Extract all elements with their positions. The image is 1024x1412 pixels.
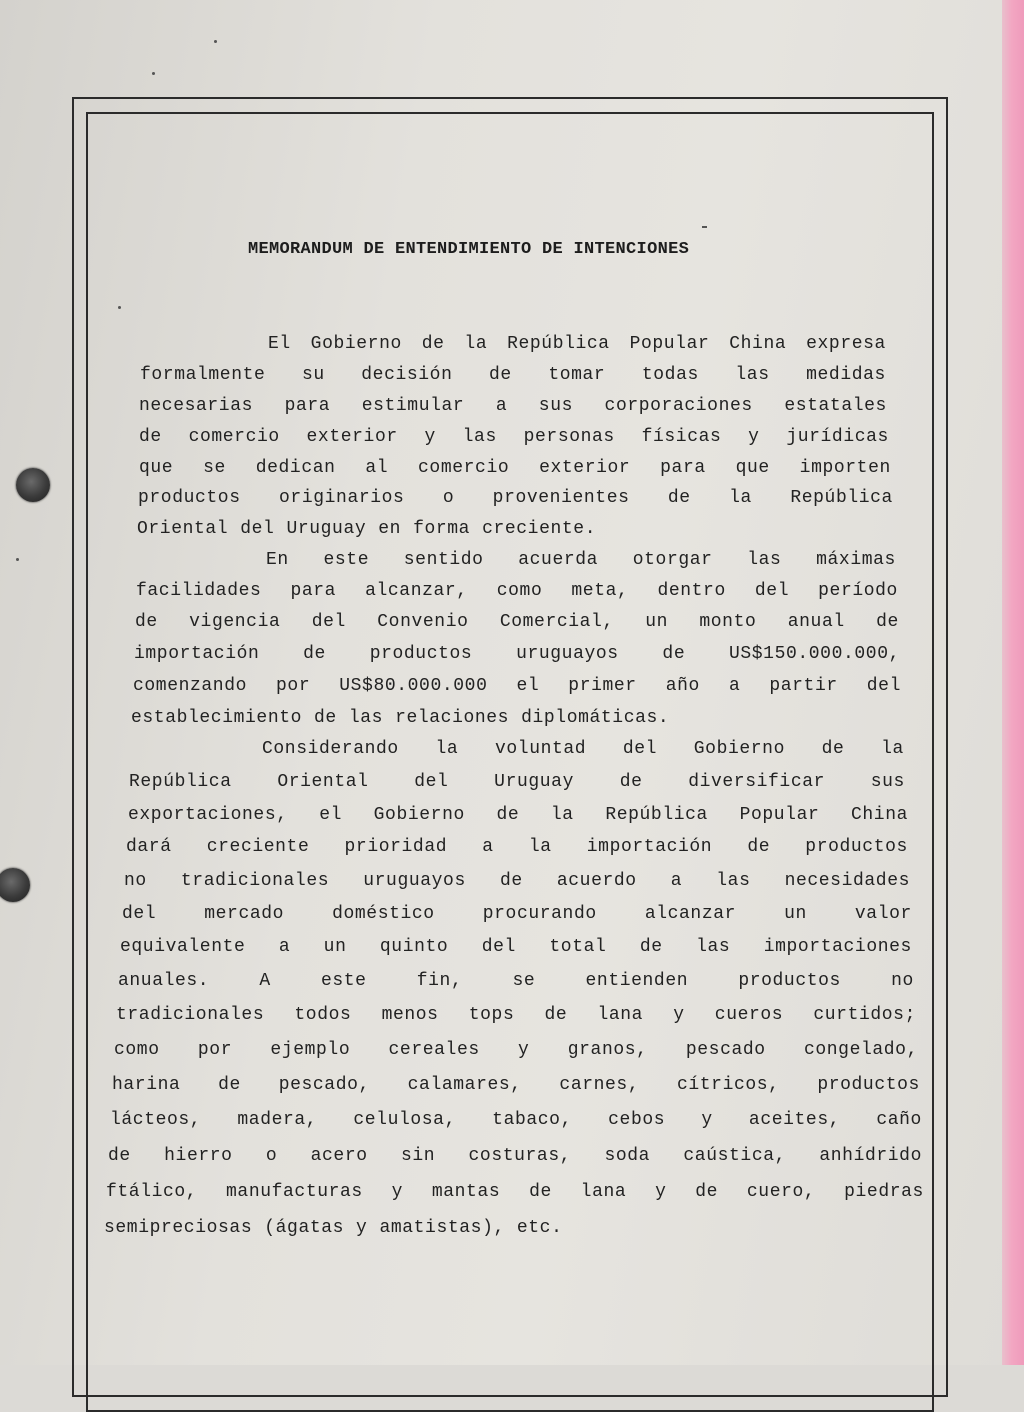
word: del bbox=[622, 739, 658, 759]
word: de bbox=[529, 1182, 552, 1202]
word: se bbox=[203, 458, 226, 478]
word: y bbox=[655, 1182, 667, 1202]
word: del bbox=[481, 937, 516, 957]
word: productos bbox=[369, 644, 473, 664]
word: prioridad bbox=[344, 837, 448, 857]
paper-speck bbox=[118, 306, 121, 309]
word: costuras, bbox=[468, 1146, 572, 1166]
word: las bbox=[716, 871, 751, 891]
word: de bbox=[314, 708, 337, 728]
text-line-4 bbox=[139, 427, 889, 447]
word: al bbox=[365, 458, 389, 478]
word: sus bbox=[538, 396, 574, 416]
word: la bbox=[881, 739, 904, 759]
word: la bbox=[464, 334, 488, 354]
word: lana bbox=[580, 1182, 627, 1202]
word: del bbox=[866, 676, 901, 696]
word: anual bbox=[787, 612, 845, 632]
word: de bbox=[496, 805, 520, 825]
word: acuerda bbox=[518, 550, 599, 570]
word: harina bbox=[112, 1075, 181, 1095]
text-line-13 bbox=[131, 708, 681, 728]
pink-folder-edge bbox=[1002, 0, 1024, 1365]
word: uruguayos bbox=[516, 644, 619, 664]
word: aceites, bbox=[748, 1110, 841, 1130]
word: del bbox=[122, 904, 157, 924]
paper-speck bbox=[702, 226, 707, 228]
word: de bbox=[662, 644, 686, 664]
word: las bbox=[348, 708, 384, 728]
word: importaciones bbox=[763, 937, 912, 957]
word: China bbox=[850, 805, 908, 825]
word: pescado bbox=[685, 1040, 766, 1060]
word: las bbox=[747, 550, 782, 570]
word: y bbox=[673, 1005, 685, 1025]
text-line-25 bbox=[110, 1110, 922, 1130]
word: manufacturas bbox=[226, 1182, 363, 1202]
text-line-22 bbox=[116, 1005, 916, 1025]
word: pescado, bbox=[278, 1075, 370, 1095]
word: productos bbox=[738, 971, 841, 991]
word: doméstico bbox=[332, 904, 435, 924]
text-line-20 bbox=[120, 937, 912, 957]
word: alcanzar, bbox=[365, 581, 468, 601]
text-line-24 bbox=[112, 1075, 920, 1095]
word: formalmente bbox=[140, 365, 266, 385]
text-line-26 bbox=[108, 1146, 922, 1166]
word: la bbox=[528, 837, 552, 857]
word: congelado, bbox=[803, 1040, 918, 1060]
word: y bbox=[701, 1110, 713, 1130]
word: granos, bbox=[567, 1040, 648, 1060]
word: Gobierno bbox=[373, 805, 465, 825]
word: hierro bbox=[164, 1146, 233, 1166]
word: no bbox=[124, 871, 147, 891]
word: necesarias bbox=[139, 396, 254, 416]
word: voluntad bbox=[494, 739, 587, 759]
word: tabaco, bbox=[492, 1110, 572, 1130]
word: por bbox=[197, 1040, 233, 1060]
word: y bbox=[391, 1182, 404, 1202]
text-line-11 bbox=[134, 644, 900, 664]
word: US$80.000.000 bbox=[339, 676, 488, 696]
word: exportaciones, bbox=[128, 805, 288, 825]
word: partir bbox=[769, 676, 838, 696]
word: del bbox=[754, 581, 790, 601]
word: Popular bbox=[739, 805, 820, 825]
text-line-7 bbox=[137, 519, 608, 539]
word: las bbox=[735, 365, 770, 385]
word: sus bbox=[870, 772, 905, 792]
word: primer bbox=[568, 676, 637, 696]
word: que bbox=[139, 458, 174, 478]
word: Popular bbox=[629, 334, 710, 354]
word: valor bbox=[854, 904, 912, 924]
word: de bbox=[499, 871, 523, 891]
paper-speck bbox=[152, 72, 155, 75]
word: este bbox=[320, 971, 367, 991]
text-line-5 bbox=[139, 458, 891, 478]
word: China bbox=[729, 334, 787, 354]
word: sin bbox=[400, 1146, 436, 1166]
word: anhídrido bbox=[819, 1146, 922, 1166]
word: a bbox=[495, 396, 508, 416]
word: de bbox=[667, 488, 691, 508]
word: de bbox=[619, 772, 643, 792]
word: a bbox=[670, 871, 683, 891]
word: caño bbox=[876, 1110, 922, 1130]
word: este bbox=[323, 550, 370, 570]
word: (ágatas bbox=[264, 1218, 345, 1238]
text-line-3 bbox=[139, 396, 887, 416]
word: las bbox=[696, 937, 731, 957]
word: corporaciones bbox=[604, 396, 753, 416]
word: un bbox=[645, 612, 669, 632]
word: comercio bbox=[188, 427, 280, 447]
word: Oriental bbox=[277, 772, 369, 792]
word: carnes, bbox=[559, 1075, 640, 1095]
word: celulosa, bbox=[353, 1110, 456, 1130]
word: del bbox=[414, 772, 449, 792]
word: jurídicas bbox=[786, 427, 889, 447]
word: cítricos, bbox=[676, 1075, 780, 1095]
word: por bbox=[276, 676, 311, 696]
word: vigencia bbox=[189, 612, 281, 632]
word: República bbox=[605, 805, 708, 825]
text-line-14 bbox=[262, 739, 904, 759]
word: República bbox=[507, 334, 610, 354]
word: amatistas), bbox=[379, 1218, 505, 1238]
word: Uruguay bbox=[494, 772, 574, 792]
word: del bbox=[311, 612, 346, 632]
word: y bbox=[424, 427, 436, 447]
word: importación bbox=[586, 837, 713, 857]
text-line-8 bbox=[266, 550, 896, 570]
word: necesidades bbox=[784, 871, 910, 891]
word: de bbox=[303, 644, 326, 664]
text-line-16 bbox=[128, 805, 908, 825]
word: República bbox=[129, 772, 232, 792]
word: de bbox=[139, 427, 162, 447]
word: creciente bbox=[206, 837, 310, 857]
word: para bbox=[284, 396, 331, 416]
word: de bbox=[876, 612, 899, 632]
word: diplomáticas. bbox=[521, 708, 670, 728]
word: de bbox=[218, 1075, 241, 1095]
word: US$150.000.000, bbox=[728, 644, 900, 664]
word: alcanzar bbox=[644, 904, 737, 924]
word: facilidades bbox=[136, 581, 262, 601]
word: o bbox=[442, 488, 455, 508]
word: cebos bbox=[608, 1110, 666, 1130]
word: de bbox=[747, 837, 771, 857]
text-line-19 bbox=[122, 904, 912, 924]
word: menos bbox=[381, 1005, 439, 1025]
word: dará bbox=[126, 837, 172, 857]
word: tradicionales bbox=[180, 871, 330, 891]
word: acuerdo bbox=[556, 871, 637, 891]
word: equivalente bbox=[120, 937, 246, 957]
word: de bbox=[544, 1005, 568, 1025]
word: que bbox=[735, 458, 770, 478]
word: etc. bbox=[516, 1218, 563, 1238]
word: y bbox=[518, 1040, 530, 1060]
word: de bbox=[695, 1182, 719, 1202]
word: o bbox=[265, 1146, 278, 1166]
word: físicas bbox=[641, 427, 722, 447]
word: se bbox=[512, 971, 536, 991]
text-line-28 bbox=[104, 1218, 574, 1238]
word: República bbox=[790, 488, 893, 508]
word: la bbox=[550, 805, 574, 825]
text-line-6 bbox=[138, 488, 893, 508]
word: un bbox=[323, 937, 347, 957]
word: cuero, bbox=[746, 1182, 816, 1202]
word: a bbox=[278, 937, 291, 957]
word: a bbox=[728, 676, 741, 696]
word: expresa bbox=[806, 334, 886, 354]
word: de bbox=[108, 1146, 131, 1166]
word: estatales bbox=[784, 396, 887, 416]
word: como bbox=[496, 581, 543, 601]
word: máximas bbox=[816, 550, 896, 570]
word: productos bbox=[805, 837, 908, 857]
word: exterior bbox=[306, 427, 398, 447]
punch-hole-top bbox=[16, 468, 50, 502]
word: dentro bbox=[657, 581, 726, 601]
word: todos bbox=[294, 1005, 352, 1025]
word: El bbox=[268, 334, 291, 354]
word: anuales. bbox=[118, 971, 210, 991]
word: productos bbox=[138, 488, 241, 508]
paper-speck bbox=[16, 558, 19, 561]
word: tradicionales bbox=[116, 1005, 265, 1025]
word: dedican bbox=[255, 458, 336, 478]
word: el bbox=[319, 805, 343, 825]
word: de bbox=[421, 334, 445, 354]
word: del bbox=[240, 519, 275, 539]
word: un bbox=[784, 904, 807, 924]
word: monto bbox=[699, 612, 757, 632]
word: provenientes bbox=[492, 488, 630, 508]
word: su bbox=[301, 365, 325, 385]
word: quinto bbox=[379, 937, 449, 957]
word: período bbox=[818, 581, 898, 601]
word: relaciones bbox=[395, 708, 510, 728]
word: piedras bbox=[844, 1182, 924, 1202]
word: importación bbox=[134, 644, 260, 664]
word: Comercial, bbox=[499, 612, 614, 632]
word: entienden bbox=[585, 971, 689, 991]
word: importen bbox=[799, 458, 891, 478]
word: para bbox=[660, 458, 706, 478]
word: la bbox=[435, 739, 459, 759]
word: Considerando bbox=[262, 739, 399, 759]
word: personas bbox=[523, 427, 615, 447]
word: Uruguay bbox=[286, 519, 367, 539]
word: ftálico, bbox=[106, 1182, 198, 1202]
word: no bbox=[891, 971, 914, 991]
word: a bbox=[482, 837, 494, 857]
word: madera, bbox=[237, 1110, 318, 1130]
word: Oriental bbox=[137, 519, 229, 539]
word: tomar bbox=[548, 365, 606, 385]
word: Gobierno bbox=[693, 739, 785, 759]
word: exterior bbox=[539, 458, 631, 478]
text-line-2 bbox=[140, 365, 886, 385]
word: año bbox=[665, 676, 700, 696]
text-line-18 bbox=[124, 871, 910, 891]
text-line-23 bbox=[114, 1040, 918, 1060]
word: originarios bbox=[279, 488, 405, 508]
text-line-12 bbox=[133, 676, 901, 696]
word: Gobierno bbox=[310, 334, 402, 354]
word: sentido bbox=[403, 550, 484, 570]
paper-speck bbox=[214, 40, 217, 43]
text-line-1 bbox=[268, 334, 886, 354]
word: decisión bbox=[361, 365, 453, 385]
word: de bbox=[821, 739, 845, 759]
text-line-10 bbox=[135, 612, 899, 632]
word: A bbox=[259, 971, 271, 991]
text-line-21 bbox=[118, 971, 914, 991]
word: meta, bbox=[571, 581, 629, 601]
word: todas bbox=[641, 365, 699, 385]
word: tops bbox=[468, 1005, 515, 1025]
word: diversificar bbox=[688, 772, 826, 792]
text-line-17 bbox=[126, 837, 908, 857]
word: de bbox=[135, 612, 158, 632]
word: de bbox=[489, 365, 512, 385]
word: Convenio bbox=[377, 612, 469, 632]
word: las bbox=[462, 427, 497, 447]
word: En bbox=[266, 550, 289, 570]
word: ejemplo bbox=[270, 1040, 351, 1060]
word: comenzando bbox=[133, 676, 248, 696]
word: para bbox=[290, 581, 337, 601]
word: la bbox=[729, 488, 752, 508]
word: estimular bbox=[361, 396, 465, 416]
text-line-9 bbox=[136, 581, 898, 601]
word: medidas bbox=[806, 365, 886, 385]
word: comercio bbox=[418, 458, 510, 478]
word: calamares, bbox=[407, 1075, 522, 1095]
word: cueros bbox=[714, 1005, 784, 1025]
word: forma bbox=[413, 519, 471, 539]
word: creciente. bbox=[482, 519, 597, 539]
word: acero bbox=[310, 1146, 368, 1166]
word: otorgar bbox=[632, 550, 713, 570]
word: en bbox=[378, 519, 402, 539]
word: total bbox=[549, 937, 607, 957]
word: de bbox=[639, 937, 663, 957]
word: lana bbox=[597, 1005, 644, 1025]
document-body bbox=[104, 328, 924, 1258]
word: como bbox=[114, 1040, 160, 1060]
word: mantas bbox=[431, 1182, 501, 1202]
word: establecimiento bbox=[131, 708, 303, 728]
text-line-15 bbox=[129, 772, 905, 792]
word: procurando bbox=[482, 904, 597, 924]
word: soda bbox=[604, 1146, 651, 1166]
word: cereales bbox=[388, 1040, 480, 1060]
word: y bbox=[748, 427, 760, 447]
word: uruguayos bbox=[363, 871, 466, 891]
word: curtidos; bbox=[813, 1005, 916, 1025]
document-title: MEMORANDUM DE ENTENDIMIENTO DE INTENCIONES bbox=[248, 240, 690, 259]
word: fin, bbox=[416, 971, 463, 991]
word: lácteos, bbox=[110, 1110, 202, 1130]
word: el bbox=[516, 676, 540, 696]
word: caústica, bbox=[683, 1146, 787, 1166]
word: productos bbox=[817, 1075, 920, 1095]
word: mercado bbox=[204, 904, 285, 924]
text-line-27 bbox=[106, 1182, 924, 1202]
word: y bbox=[356, 1218, 368, 1238]
word: semipreciosas bbox=[104, 1218, 253, 1238]
